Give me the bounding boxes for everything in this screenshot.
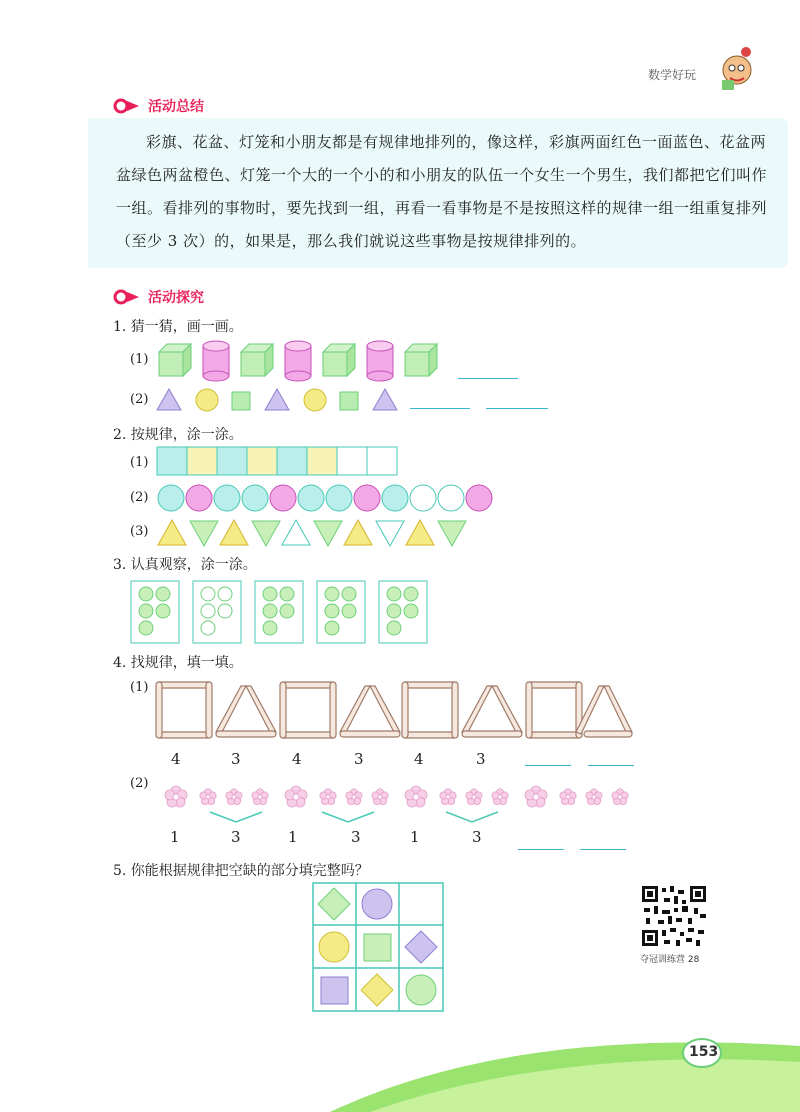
q4-brackets bbox=[200, 810, 520, 826]
square-shape bbox=[340, 392, 358, 410]
q1-row1-blank[interactable] bbox=[458, 378, 518, 379]
q4-row1-number: 3 bbox=[231, 750, 241, 768]
cube-shape bbox=[323, 344, 355, 376]
q2-row2-circles[interactable] bbox=[156, 483, 496, 513]
q1-row2-blank-1[interactable] bbox=[410, 408, 470, 409]
q4-row2-number: 1 bbox=[170, 828, 180, 846]
section-arrow-icon bbox=[113, 98, 141, 114]
q3-title: 3. 认真观察，涂一涂。 bbox=[113, 557, 257, 573]
q2-label-1: (1) bbox=[130, 455, 149, 470]
circle-shape bbox=[196, 389, 218, 411]
q1-label-1: (1) bbox=[130, 352, 149, 367]
q1-row2-shapes bbox=[155, 386, 405, 414]
summary-heading: 活动总结 bbox=[148, 99, 204, 115]
cube-shape bbox=[241, 344, 273, 376]
cube-shape bbox=[159, 344, 191, 376]
q4-stick-shapes bbox=[154, 680, 634, 740]
q4-label-2: (2) bbox=[130, 776, 149, 791]
qr-caption: 夺冠训练营 28 bbox=[640, 955, 700, 965]
triangle-shape bbox=[157, 389, 181, 410]
summary-text: 彩旗、花盆、灯笼和小朋友都是有规律地排列的，像这样，彩旗两面红色一面蓝色、花盆两盆绿色两盆橙色、灯笼一个大的一个小的和小朋友的队伍一个女生一个男生，我们都把它们叫作一组。看排列的事物时，要先找到一组，再看一看事物是不是按照这样的规律一组一组重复排列（至少 3 次）的，如果是，那么我们就说这些事物是按规律排列的。 bbox=[116, 133, 768, 250]
q2-row3-triangles[interactable] bbox=[156, 518, 468, 548]
cylinder-shape bbox=[367, 341, 393, 381]
cylinder-shape bbox=[203, 341, 229, 381]
q4-row1-number: 4 bbox=[292, 750, 302, 768]
triangle-shape bbox=[265, 389, 289, 410]
q2-label-2: (2) bbox=[130, 490, 149, 505]
q4-row2-number: 3 bbox=[351, 828, 361, 846]
q4-row2-number: 1 bbox=[288, 828, 298, 846]
cylinder-shape bbox=[285, 341, 311, 381]
section-arrow-icon bbox=[113, 289, 141, 305]
square-shape bbox=[364, 934, 391, 961]
q4-row2-blank-2[interactable] bbox=[580, 849, 626, 850]
triangle-shape bbox=[373, 389, 397, 410]
explore-heading: 活动探究 bbox=[148, 290, 204, 306]
q1-label-2: (2) bbox=[130, 392, 149, 407]
q4-row1-number: 4 bbox=[171, 750, 181, 768]
q1-title: 1. 猜一猜，画一画。 bbox=[113, 319, 243, 335]
q5-grid[interactable] bbox=[312, 882, 444, 1012]
circle-shape bbox=[362, 889, 392, 919]
circle-shape bbox=[319, 932, 349, 962]
mascot-icon bbox=[712, 38, 762, 90]
q4-title: 4. 找规律，填一填。 bbox=[113, 655, 243, 671]
q1-row1-shapes bbox=[155, 338, 445, 382]
q3-circle-cards[interactable] bbox=[130, 580, 440, 644]
q2-title: 2. 按规律，涂一涂。 bbox=[113, 427, 243, 443]
circle-shape bbox=[304, 389, 326, 411]
q4-row1-number: 3 bbox=[354, 750, 364, 768]
q4-row2-number: 3 bbox=[472, 828, 482, 846]
q4-row1-blank-2[interactable] bbox=[588, 765, 634, 766]
q4-row2-blank-1[interactable] bbox=[518, 849, 564, 850]
header-title: 数学好玩 bbox=[648, 68, 697, 82]
q4-row2-number: 3 bbox=[231, 828, 241, 846]
q4-label-1: (1) bbox=[130, 680, 149, 695]
q4-row1-blank-1[interactable] bbox=[525, 765, 571, 766]
q2-row1-boxes[interactable] bbox=[156, 446, 398, 476]
q4-flower-row bbox=[156, 780, 636, 814]
q4-row1-number: 3 bbox=[476, 750, 486, 768]
q4-row2-number: 1 bbox=[410, 828, 420, 846]
q1-row2-blank-2[interactable] bbox=[486, 408, 548, 409]
square-shape bbox=[232, 392, 250, 410]
cube-shape bbox=[405, 344, 437, 376]
q4-row1-number: 4 bbox=[414, 750, 424, 768]
q5-title: 5. 你能根据规律把空缺的部分填完整吗？ bbox=[113, 863, 369, 879]
bottom-wave-decoration bbox=[0, 1000, 800, 1112]
summary-box bbox=[88, 118, 788, 268]
qr-code-icon[interactable] bbox=[640, 884, 708, 948]
q2-label-3: (3) bbox=[130, 524, 149, 539]
page-number: 153 bbox=[689, 1044, 719, 1060]
